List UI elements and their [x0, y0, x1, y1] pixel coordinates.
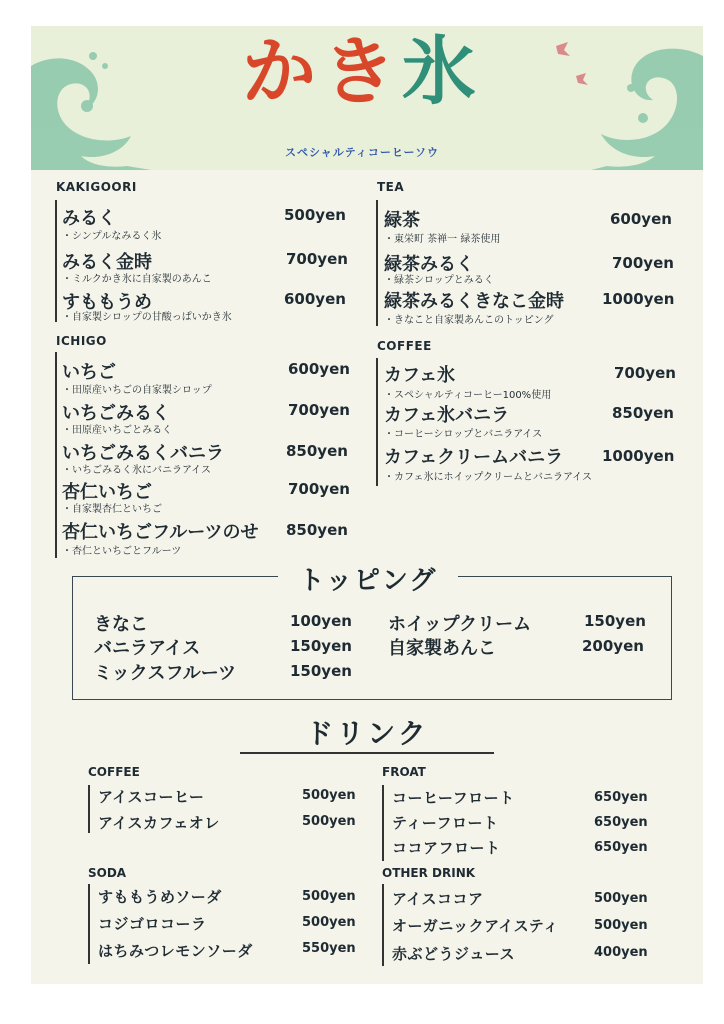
menu-item-price: 600yen [284, 290, 346, 308]
drink-name: アイスカフェオレ [98, 814, 220, 832]
menu-item-desc: ・緑茶シロップとみるく [384, 275, 494, 286]
menu-item-desc: ・コーヒーシロップとバニラアイス [384, 429, 543, 440]
menu-item-name: 緑茶みるくきなこ金時 [384, 291, 564, 312]
drink-price: 500yen [302, 814, 356, 829]
menu-item-desc: ・スペシャルティコーヒー100%使用 [384, 390, 552, 401]
coffee-heading: COFFEE [377, 339, 432, 353]
menu-item-desc: ・田原産いちごとみるく [62, 425, 172, 436]
menu-item-price: 700yen [288, 401, 350, 419]
drink-name: はちみつレモンソーダ [98, 942, 253, 960]
drink-soda-heading: SODA [88, 866, 127, 880]
tea-rule [376, 200, 378, 326]
drink-other-heading: OTHER DRINK [382, 866, 476, 880]
menu-item-price: 850yen [286, 521, 348, 539]
drink-price: 500yen [594, 891, 648, 906]
menu-item-desc: ・自家製シロップの甘酸っぱいかき氷 [62, 312, 232, 323]
menu-item-price: 1000yen [602, 290, 675, 308]
menu-item-price: 600yen [288, 360, 350, 378]
menu-item-desc: ・いちごみるく氷にバニラアイス [62, 465, 211, 476]
drink-price: 650yen [594, 790, 648, 805]
drink-price: 400yen [594, 945, 648, 960]
ichigo-heading: ICHIGO [56, 334, 107, 348]
menu-item-price: 600yen [610, 210, 672, 228]
menu-item-name: すももうめ [62, 292, 152, 313]
title-kaki: かき [242, 29, 402, 115]
menu-item-price: 850yen [286, 442, 348, 460]
topping-name: ホイップクリーム [388, 614, 532, 635]
menu-item-name: カフェ氷 [384, 365, 456, 386]
topping-price: 150yen [290, 662, 352, 680]
menu-item-name: カフェクリームバニラ [384, 447, 564, 468]
menu-item-name: いちごみるく [62, 403, 170, 424]
kakigoori-rule [55, 200, 57, 322]
menu-item-name: 緑茶みるく [384, 254, 474, 275]
menu-item-price: 700yen [612, 254, 674, 272]
drink-price: 550yen [302, 941, 356, 956]
drink-coffee-heading: COFFEE [88, 765, 140, 779]
drink-name: オーガニックアイスティ [392, 917, 559, 935]
menu-item-desc: ・田原産いちごの自家製シロップ [62, 385, 212, 396]
drink-name: アイスコーヒー [98, 788, 205, 806]
menu-item-name: みるく [62, 208, 116, 229]
topping-name: きなこ [94, 614, 148, 635]
menu-item-desc: ・杏仁といちごとフルーツ [62, 546, 182, 557]
drink-price: 500yen [302, 915, 356, 930]
topping-price: 100yen [290, 612, 352, 630]
topping-name: 自家製あんこ [388, 638, 496, 659]
menu-item-desc: ・自家製杏仁といちご [62, 504, 162, 515]
drink-title: ドリンク [305, 717, 429, 750]
menu-item-desc: ・ミルクかき氷に自家製のあんこ [62, 274, 212, 285]
menu-item-price: 850yen [612, 404, 674, 422]
ichigo-rule [55, 352, 57, 558]
drink-other-rule [382, 884, 384, 966]
drink-name: 赤ぶどうジュース [392, 945, 515, 963]
tea-heading: TEA [377, 180, 405, 194]
drink-underline [240, 752, 494, 754]
topping-title: トッピング [278, 560, 458, 597]
drink-price: 500yen [302, 788, 356, 803]
drink-name: ティーフロート [392, 814, 499, 832]
menu-item-name: 杏仁いちごフルーツのせ [62, 522, 259, 543]
drink-price: 500yen [302, 889, 356, 904]
menu-item-price: 700yen [288, 480, 350, 498]
menu-item-name: カフェ氷バニラ [384, 405, 510, 426]
menu-item-price: 700yen [286, 250, 348, 268]
topping-price: 200yen [582, 637, 644, 655]
menu-item-price: 700yen [614, 364, 676, 382]
menu-item-name: いちご [62, 362, 116, 383]
menu-item-name: いちごみるくバニラ [62, 443, 224, 464]
drink-froat-heading: FROAT [382, 765, 426, 779]
drink-name: アイスココア [392, 890, 484, 908]
drink-price: 650yen [594, 840, 648, 855]
menu-item-price: 1000yen [602, 447, 675, 465]
topping-price: 150yen [290, 637, 352, 655]
drink-froat-rule [382, 785, 384, 861]
drink-soda-rule [88, 884, 90, 964]
drink-name: すももうめソーダ [98, 888, 222, 906]
kakigoori-heading: KAKIGOORI [56, 180, 137, 194]
page-title [0, 30, 724, 114]
title-koori: 氷 [402, 29, 482, 115]
drink-name: コーヒーフロート [392, 789, 515, 807]
drink-name: コジゴロコーラ [98, 915, 207, 933]
topping-name: バニラアイス [94, 638, 201, 659]
menu-item-desc: ・きなこと自家製あんこのトッピング [384, 315, 554, 326]
menu-item-name: 杏仁いちご [62, 482, 152, 503]
menu-item-name: みるく金時 [62, 252, 152, 273]
menu-item-name: 緑茶 [384, 210, 420, 231]
drink-coffee-rule [88, 785, 90, 833]
topping-price: 150yen [584, 612, 646, 630]
drink-price: 500yen [594, 918, 648, 933]
drink-name: ココアフロート [392, 839, 501, 857]
menu-item-desc: ・東栄町 茶禅一 緑茶使用 [384, 234, 501, 245]
menu-item-desc: ・シンプルなみるく氷 [62, 231, 162, 242]
coffee-rule [376, 358, 378, 486]
menu-item-price: 500yen [284, 206, 346, 224]
topping-name: ミックスフルーツ [94, 663, 237, 684]
page-subtitle: スペシャルティコーヒーソウ [284, 146, 440, 159]
menu-item-desc: ・カフェ氷にホイップクリームとバニラアイス [384, 472, 592, 483]
drink-price: 650yen [594, 815, 648, 830]
